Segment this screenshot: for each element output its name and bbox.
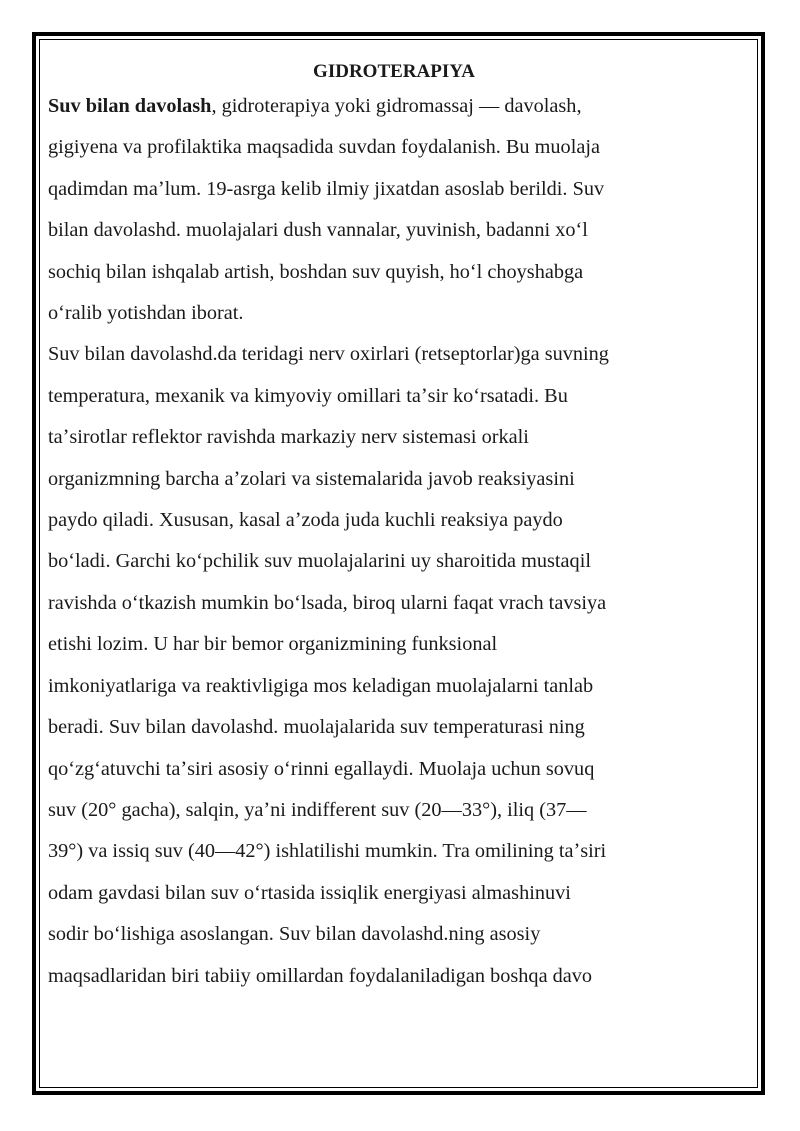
text-line: bilan davolashd. muolajalari dush vannalar, yuvinish, badanni xoʻl [48,219,588,242]
lead-term: Suv bilan davolash [48,95,212,117]
text-line: odam gavdasi bilan suv oʻrtasida issiqlik energiyasi almashinuvi [48,881,571,904]
text-line: temperatura, mexanik va kimyoviy omillari taʼsir koʻrsatadi. Bu [48,384,568,407]
text-line: etishi lozim. U har bir bemor organizmining funksional [48,633,498,656]
first-line-rest: , gidroterapiya yoki gidromassaj — davolash, [211,95,582,117]
text-line: boʻladi. Garchi koʻpchilik suv muolajalarini uy sharoitida mustaqil [48,550,591,573]
text-line: gigiyena va profilaktika maqsadida suvdan foydalanish. Bu muolaja [48,136,600,159]
text-line: paydo qiladi. Xususan, kasal aʼzoda juda kuchli reaksiya paydo [48,509,563,532]
page-title: GIDROTERAPIYA [313,61,475,82]
text-line: organizmning barcha aʼzolari va sistemalarida javob reaksiyasini [48,467,575,490]
text-line: sochiq bilan ishqalab artish, boshdan suv quyish, hoʻl choyshabga [48,260,584,283]
text-line: maqsadlaridan biri tabiiy omillardan foydalaniladigan boshqa davo [48,964,593,987]
text-line: beradi. Suv bilan davolashd. muolajalarida suv temperaturasi ning [48,716,585,739]
text-line: qoʻzgʻatuvchi taʼsiri asosiy oʻrinni egallaydi. Muolaja uchun sovuq [48,757,595,780]
text-line: sodir boʻlishiga asoslangan. Suv bilan davolashd.ning asosiy [48,923,541,946]
text-line: suv (20° gacha), salqin, yaʼni indifferent suv (20—33°), iliq (37— [48,798,587,821]
text-line: oʻralib yotishdan iborat. [48,302,244,325]
text-line: qadimdan maʼlum. 19-asrga kelib ilmiy jixatdan asoslab berildi. Suv [48,177,605,200]
document-body [48,58,738,997]
text-line: ravishda oʻtkazish mumkin boʻlsada, biroq ularni faqat vrach tavsiya [48,591,607,614]
text-line: imkoniyatlariga va reaktivligiga mos keladigan muolajalarni tanlab [48,674,594,697]
text-line-1 [48,86,738,127]
text-line: 39°) va issiq suv (40—42°) ishlatilishi mumkin. Tra omilining taʼsiri [48,840,607,863]
text-line: Suv bilan davolashd.da teridagi nerv oxirlari (retseptorlar)ga suvning [48,343,609,366]
text-line: taʼsirotlar reflektor ravishda markaziy nerv sistemasi orkali [48,426,529,449]
text-lines [48,86,738,997]
